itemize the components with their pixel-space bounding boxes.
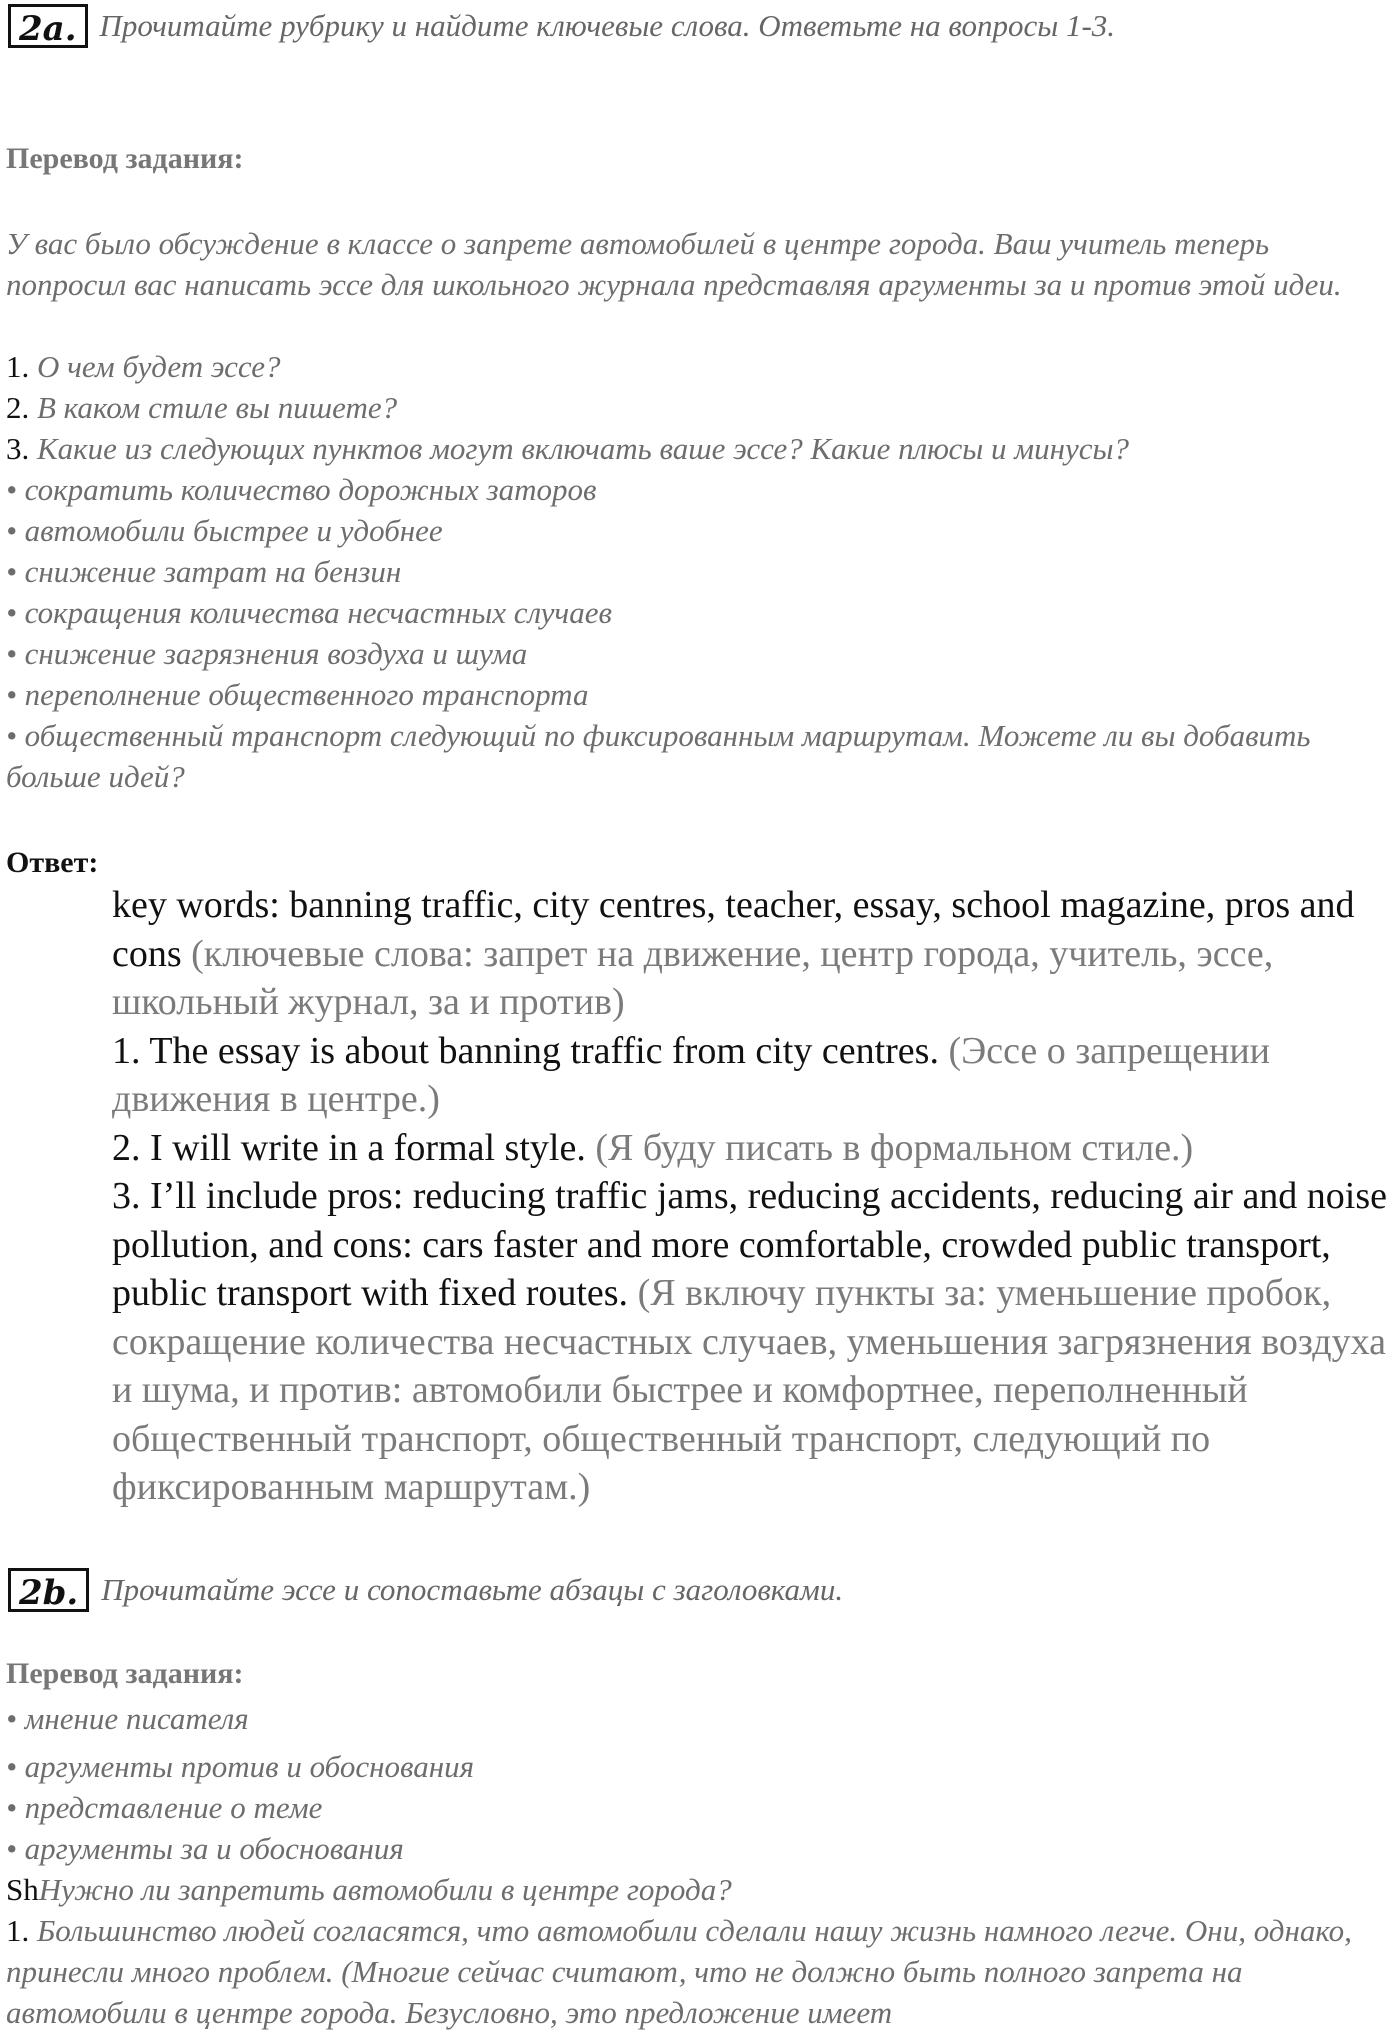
answer-en: 3. I’ll include pros: reducing traffic jams, reducing accidents, reducing air and noise pollution, and cons: cars faster and more comfortable, crowded public transport, public transport with fixed routes. — [112, 1175, 1388, 1314]
task-b-instruction: Прочитайте эссе и сопоставьте абзацы с заголовками. — [101, 1572, 844, 1607]
answer-keywords — [112, 881, 1397, 1027]
question-text: О чем будет эссе? — [29, 349, 281, 384]
question-text: В каком стиле вы пишете? — [29, 390, 398, 425]
essay-title — [6, 1869, 732, 1910]
task-b-header — [8, 1568, 843, 1612]
answer-ru: (ключевые слова: запрет на движение, центр города, учитель, эссе, школьный журнал, за и против) — [112, 932, 1274, 1023]
answer-en: 1. The essay is about banning traffic from city centres. — [112, 1029, 939, 1072]
task-a-answer-label: Ответ: — [6, 846, 99, 879]
task-b-number: 2b. — [8, 1568, 89, 1612]
task-a-bullet: • общественный транспорт следующий по фиксированным маршрутам. Можете ли вы добавить больше идей? — [6, 718, 1311, 794]
question-number: 1. — [6, 349, 30, 384]
task-b-bullet: • мнение писателя — [6, 1701, 249, 1736]
task-a-bullet: • снижение затрат на бензин — [6, 554, 402, 589]
answer-en: 2. I will write in a formal style. — [112, 1126, 586, 1169]
essay-prefix: Sh — [6, 1872, 39, 1907]
task-a-translation-label: Перевод задания: — [6, 142, 244, 175]
task-b-bullet: • аргументы против и обоснования — [6, 1749, 475, 1784]
essay-title-text: Нужно ли запретить автомобили в центре города? — [38, 1872, 732, 1907]
paragraph-number: 1. — [6, 1913, 30, 1948]
question-text: Какие из следующих пунктов могут включать ваше эссе? Какие плюсы и минусы? — [29, 431, 1129, 466]
task-a-question-2 — [6, 387, 397, 428]
question-number: 3. — [6, 431, 30, 466]
task-b-bullet: • аргументы за и обоснования — [6, 1831, 404, 1866]
question-number: 2. — [6, 390, 30, 425]
task-b-translation-label: Перевод задания: — [6, 1657, 244, 1690]
task-a-question-1 — [6, 346, 280, 387]
answer-1 — [112, 1027, 1397, 1124]
answer-2 — [112, 1124, 1397, 1173]
task-a-instruction: Прочитайте рубрику и найдите ключевые слова. Ответьте на вопросы 1-3. — [99, 8, 1116, 43]
task-a-bullet: • снижение загрязнения воздуха и шума — [6, 636, 528, 671]
task-a-bullet: • автомобили быстрее и удобнее — [6, 513, 443, 548]
task-a-answer — [112, 881, 1397, 1512]
task-a-number: 2a. — [8, 4, 88, 48]
task-a-header — [8, 4, 1115, 48]
essay-paragraph-1 — [6, 1910, 1391, 2033]
task-a-translation-text: У вас было обсуждение в классе о запрете автомобилей в центре города. Ваш учитель теперь попросил вас написать эссе для школьного журнала представляя аргументы за и против этой идеи. — [6, 226, 1342, 302]
task-a-bullet: • сократить количество дорожных заторов — [6, 472, 597, 507]
answer-ru: (Я включу пункты за: уменьшение пробок, сокращение количества несчастных случаев, уменьшения загрязнения воздуха и шума, и против: автомобили быстрее и комфортнее, переполненный общественный транспорт, общественный транспорт, следующий по фиксированным маршрутам.) — [112, 1272, 1386, 1508]
answer-ru: (Я буду писать в формальном стиле.) — [585, 1126, 1194, 1169]
answer-ru: (Эссе о запрещении движения в центре.) — [112, 1029, 1270, 1120]
task-b-bullet: • представление о теме — [6, 1790, 323, 1825]
answer-en: key words: banning traffic, city centres, teacher, essay, school magazine, pros and cons — [112, 884, 1355, 975]
task-a-question-3 — [6, 428, 1129, 469]
answer-3 — [112, 1172, 1397, 1512]
paragraph-text: Большинство людей согласятся, что автомобили сделали нашу жизнь намного легче. Они, однако, принесли много проблем. (Многие сейчас считают, что не должно быть полного запрета на автомобили в центре города. Безусловно, это предложение имеет — [6, 1913, 1352, 2030]
task-a-bullet: • переполнение общественного транспорта — [6, 677, 589, 712]
task-a-bullet: • сокращения количества несчастных случаев — [6, 595, 612, 630]
